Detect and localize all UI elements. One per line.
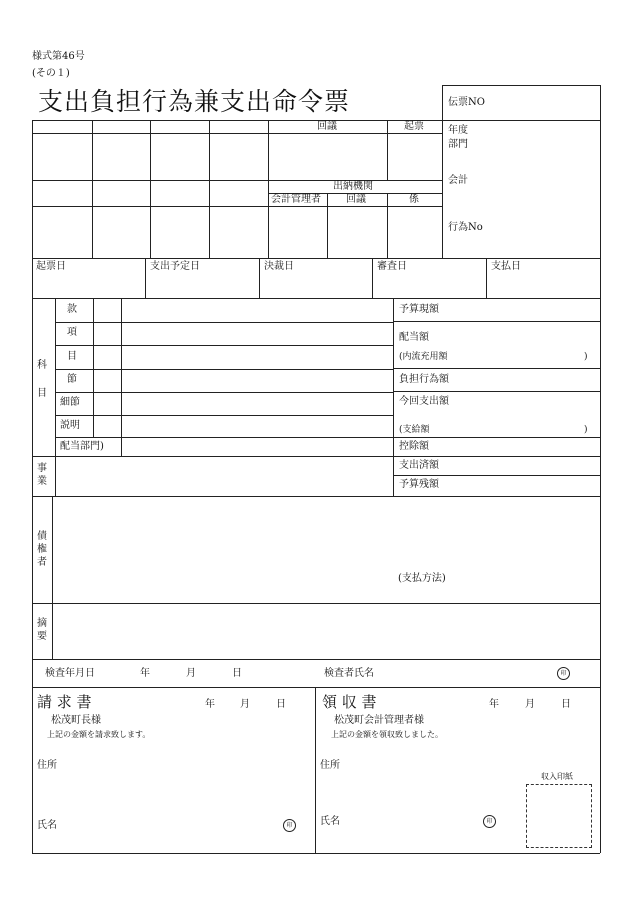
paren-close: ) (584, 425, 588, 435)
grid-line (55, 392, 393, 393)
form-part: (その１) (32, 68, 70, 79)
kou-label: 項 (67, 327, 77, 338)
act-no-label: 行為No (448, 222, 483, 233)
grid-line (486, 258, 487, 298)
grid-line (32, 180, 442, 181)
receipt-seal-icon: 印 (483, 815, 496, 828)
uchi-ryuyo-label: (内流充用額 (399, 352, 448, 362)
paren-close: ) (584, 352, 588, 362)
frame-line (32, 120, 600, 121)
konkai-shishutsu-label: 今回支出額 (399, 396, 449, 407)
subject-heading: 科目 (37, 360, 47, 399)
invoice-day: 日 (276, 699, 286, 710)
invoice-seal-icon: 印 (283, 819, 296, 832)
koujo-gaku-label: 控除額 (399, 441, 429, 452)
invoice-month: 月 (240, 699, 250, 710)
kaikei-kanrisha-label: 会計管理者 (271, 194, 321, 205)
department-label: 部門 (448, 139, 468, 150)
page-title: 支出負担行為兼支出命令票 (38, 87, 351, 116)
inspection-date-label: 検査年月日 (45, 668, 95, 679)
grid-line (55, 415, 393, 416)
inspector-seal-icon: 印 (557, 667, 570, 680)
grid-line (32, 206, 442, 207)
kakari-label: 係 (409, 194, 419, 205)
invoice-name-label: 氏名 (37, 820, 57, 831)
shishutsu-zumi-label: 支出済額 (399, 460, 439, 471)
review-date-label: 審査日 (377, 261, 407, 272)
invoice-address-label: 住所 (37, 760, 57, 771)
jigyo-label: 事業 (37, 463, 47, 487)
grid-line (92, 120, 93, 258)
receipt-day: 日 (561, 699, 571, 710)
creditor-label: 債権者 (37, 531, 47, 568)
payment-date-label: 支払日 (491, 261, 521, 272)
grid-line (55, 298, 56, 496)
grid-line (32, 496, 600, 497)
frame-line (600, 85, 601, 853)
receipt-month: 月 (525, 699, 535, 710)
revenue-stamp-box (526, 784, 592, 848)
frame-line (32, 120, 33, 853)
receipt-addressee: 松茂町会計管理者様 (334, 715, 424, 726)
grid-line (32, 258, 600, 259)
grid-line (268, 120, 269, 258)
grid-line (209, 120, 210, 258)
grid-line (372, 258, 373, 298)
grid-line (121, 298, 122, 456)
shikyu-gaku-label: (支給額 (399, 425, 430, 435)
invoice-title: 請 求 書 (37, 693, 92, 711)
grid-line (52, 496, 53, 659)
grid-line (32, 133, 442, 134)
kaigi-label: 回議 (317, 121, 337, 132)
setsumei-label: 説明 (60, 420, 80, 431)
grid-line (32, 298, 600, 299)
frame-line (442, 85, 600, 86)
grid-line (55, 369, 393, 370)
inspection-month: 月 (186, 668, 196, 679)
receipt-name-label: 氏名 (320, 816, 340, 827)
frame-line (442, 85, 443, 258)
futan-koui-gaku-label: 負担行為額 (399, 374, 449, 385)
stamp-label: 収入印紙 (541, 772, 573, 781)
invoice-year: 年 (205, 699, 215, 710)
grid-line (393, 298, 394, 496)
yosan-zan-label: 予算残額 (399, 479, 439, 490)
grid-line (387, 120, 388, 180)
grid-line (393, 475, 600, 476)
grid-line (32, 603, 600, 604)
accounting-label: 会計 (448, 175, 468, 186)
inspection-year: 年 (140, 668, 150, 679)
slip-no-label: 伝票NO (448, 97, 485, 108)
form-number: 様式第46号 (32, 51, 85, 62)
grid-line (145, 258, 146, 298)
suitou-kikan-label: 出納機関 (333, 181, 373, 192)
inspection-day: 日 (232, 668, 242, 679)
receipt-year: 年 (489, 699, 499, 710)
grid-line (150, 120, 151, 258)
haito-bumon-label: 配当部門) (60, 441, 104, 452)
invoice-statement: 上記の金額を請求致します。 (47, 730, 151, 739)
setsu-label: 節 (67, 374, 77, 385)
grid-line (315, 687, 316, 853)
decision-date-label: 決裁日 (264, 261, 294, 272)
grid-line (327, 193, 328, 258)
saisetsu-label: 細節 (60, 397, 80, 408)
fiscal-year-label: 年度 (448, 125, 468, 136)
kihyo-date-label: 起票日 (36, 261, 66, 272)
grid-line (393, 368, 600, 369)
grid-line (259, 258, 260, 298)
grid-line (55, 322, 393, 323)
grid-line (393, 321, 600, 322)
moku-label: 目 (67, 351, 77, 362)
receipt-statement: 上記の金額を領収致しました。 (331, 730, 443, 739)
receipt-title: 領 収 書 (322, 693, 377, 711)
kihyo-label: 起票 (404, 121, 424, 132)
inspector-name-label: 検査者氏名 (324, 668, 374, 679)
payment-method-label: (支払方法) (398, 573, 446, 584)
grid-line (387, 193, 388, 258)
invoice-addressee: 松茂町長様 (51, 715, 101, 726)
receipt-address-label: 住所 (320, 760, 340, 771)
grid-line (55, 437, 393, 438)
grid-line (32, 456, 600, 457)
haito-gaku-label: 配当額 (399, 332, 429, 343)
kan-label: 款 (67, 304, 77, 315)
grid-line (393, 437, 600, 438)
grid-line (93, 298, 94, 437)
kaigi2-label: 回議 (346, 194, 366, 205)
grid-line (32, 687, 600, 688)
frame-line (32, 853, 600, 854)
yosan-gengaku-label: 予算現額 (399, 304, 439, 315)
grid-line (55, 345, 393, 346)
grid-line (32, 659, 600, 660)
grid-line (393, 391, 600, 392)
planned-payment-date-label: 支出予定日 (150, 261, 200, 272)
tekiyo-label: 摘要 (37, 618, 47, 642)
